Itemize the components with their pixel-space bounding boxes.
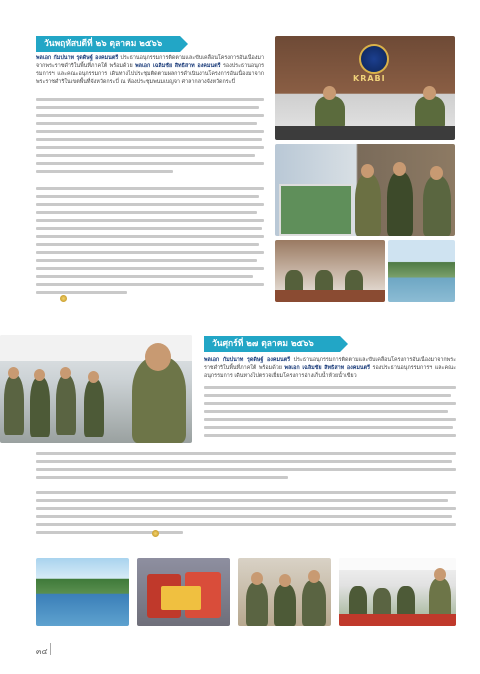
page-number: ๓๔: [36, 647, 48, 656]
section2-body-lines-right: [204, 386, 456, 442]
date-ribbon-2: [204, 336, 340, 352]
krabi-sign: KRABI: [353, 74, 386, 83]
site-visit-photo: [0, 335, 192, 443]
lead-name-4: พลเอก เฉลิมชัย สิทธิสาท องคมนตรี: [284, 365, 371, 372]
tent-meeting-photo: [339, 558, 456, 626]
lead-name-3: พลเอก กัมปนาท รุดดิษฐ์ องคมนตรี: [204, 357, 291, 363]
officials-visit-photo: [238, 558, 331, 626]
intro-text-3: ประธานอนุกรรมการติดตามและขับเคลื่อนโครงการอันเนื่องมาจากพระราชดำริในพื้นที่ภาคใต้ พร้อมด้วย: [204, 357, 456, 372]
section1-intro: [36, 54, 264, 96]
lead-name-2: พลเอก เฉลิมชัย สิทธิสาท องคมนตรี: [135, 63, 221, 70]
intro-text-4: รองประธานอนุกรรมการฯ และคณะอนุกรรมการ เดินทางไปตรวจเยี่ยมโครงการอ่างเก็บน้ำห้วยน้ำเขียว: [204, 365, 456, 380]
date-label-1: วันพฤหัสบดีที่ ๒๖ ตุลาคม ๒๕๖๖: [44, 39, 163, 49]
reservoir-photo-1: [388, 240, 455, 302]
emblem-icon-1: [60, 295, 67, 302]
intro-text-2: รองประธานอนุกรรมการฯ และคณะอนุกรรมการ เดินทางไปประชุมติดตามผลการดำเนินงานโครงการอันเนื่องมาจากพระราชดำริในเขตพื้นที่จังหวัดกระบี่ ณ ห้องประชุมพนมเบญจา ศาลากลางจังหวัดกระบี่: [36, 63, 264, 86]
meeting-photo-krabi: [275, 36, 455, 140]
intro-text-1: ประธานอนุกรรมการติดตามและขับเคลื่อนโครงการอันเนื่องมาจากพระราชดำริในพื้นที่ภาคใต้ พร้อมด้วย: [36, 55, 264, 70]
lead-name-1: พลเอก กัมปนาท รุดดิษฐ์ องคมนตรี: [36, 55, 119, 61]
krabi-emblem-icon: [359, 44, 389, 74]
section2-body-lines-full: [36, 452, 456, 539]
map-inspection-photo: [275, 144, 455, 236]
group-meeting-photo: [275, 240, 385, 302]
date-label-2: วันศุกร์ที่ ๒๗ ตุลาคม ๒๕๖๖: [212, 339, 314, 349]
section2-intro: [204, 356, 456, 382]
emblem-icon-2: [152, 530, 159, 537]
reservoir-photo-2: [36, 558, 129, 626]
section1-body-lines: [36, 98, 264, 299]
produce-gift-photo: [137, 558, 230, 626]
date-ribbon-1: [36, 36, 180, 52]
page-number-divider: [50, 643, 51, 655]
